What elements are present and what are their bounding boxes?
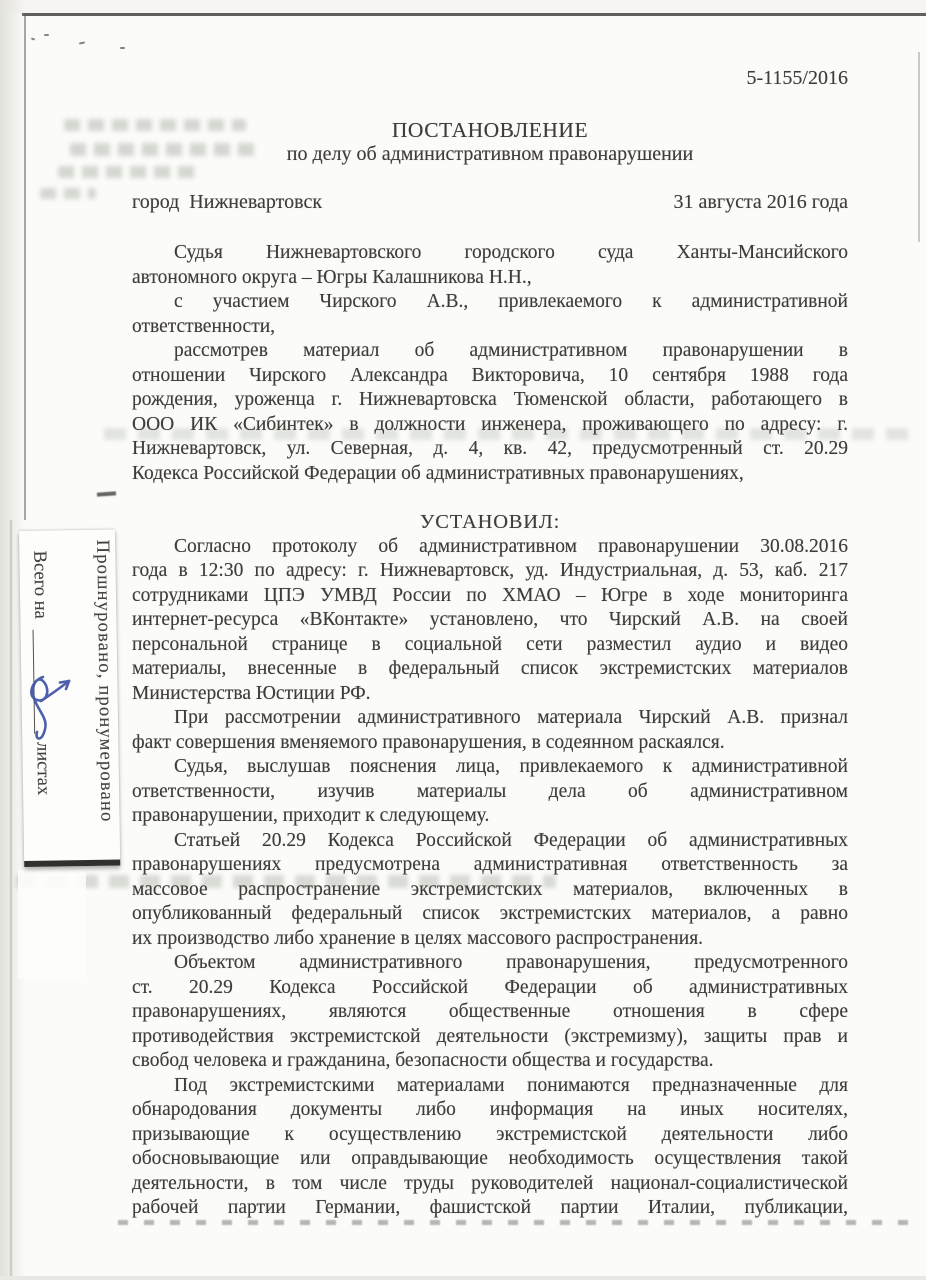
pen-mark xyxy=(44,34,49,36)
text-line: противодействия экстремистской деятельности (экстремизму), защиты прав и xyxy=(132,1025,848,1047)
place-name: город Нижневартовск xyxy=(132,190,323,213)
text-line: Кодекса Российской Федерации об административных правонарушениях, xyxy=(132,462,744,484)
page-fold-line-lower xyxy=(10,520,12,1280)
text-line: Объектом административного правонарушения, предусмотренного xyxy=(174,952,848,973)
text-line: Под экстремистскими материалами понимаются предназначенные для xyxy=(174,1074,848,1096)
text-line: рождения, уроженца г. Нижневартовска Тюменской области, работающего в xyxy=(132,389,848,410)
text-line: свобод человека и гражданина, безопасности общества и государства. xyxy=(132,1050,714,1071)
document-date: 31 августа 2016 года xyxy=(673,190,848,213)
page-right-edge xyxy=(918,52,920,242)
case-number: 5-1155/2016 xyxy=(746,67,848,89)
pen-mark xyxy=(31,37,35,40)
text-line: рассмотрев материал об административном правонарушении в xyxy=(174,340,848,361)
text-line: материалы, внесенные в федеральный список экстремистских материалов xyxy=(132,658,848,679)
text-line: Судья Нижневартовского городского суда Ханты-Мансийского xyxy=(174,242,848,263)
sheet-count-prefix: Всего на xyxy=(29,550,51,619)
scan-bottom-edge xyxy=(0,1276,926,1280)
page-fold-line-upper xyxy=(24,15,26,520)
text-line: персональной странице в социальной сети разместил аудио и видео xyxy=(132,633,848,655)
text-line: сотрудниками ЦПЭ УМВД России по ХМАО – Югре в ходе мониторинга xyxy=(132,584,848,606)
paragraph xyxy=(132,290,848,339)
paragraph xyxy=(132,339,848,486)
text-line: правонарушениях, являются общественные отношения в сфере xyxy=(132,1001,848,1022)
text-line: правонарушениях предусмотрена административная ответственность за xyxy=(132,854,848,875)
text-line: Нижневартовск, ул. Северная, д. 4, кв. 42, предусмотренный ст. 20.29 xyxy=(132,438,848,459)
place-and-date-line xyxy=(132,190,848,215)
paragraph xyxy=(132,241,848,290)
sheet-count-suffix: листах xyxy=(32,741,54,796)
text-line: призывающие к осуществлению экстремистской деятельности либо xyxy=(132,1123,848,1145)
paragraph xyxy=(132,951,848,1074)
paragraph xyxy=(132,829,848,952)
text-line: их производство либо хранение в целях массового распространения. xyxy=(132,927,704,949)
text-line: обосновывающие или оправдывающие необходимость осуществления такой xyxy=(132,1148,848,1169)
pen-mark xyxy=(79,41,85,44)
text-line: опубликованный федеральный список экстремистских материалов, а равно xyxy=(132,903,848,924)
text-line: ответственности, изучив материалы дела об административном xyxy=(132,780,848,802)
bleedthrough-text-row xyxy=(118,1220,918,1225)
text-line: отношении Чирского Александра Викторовича, 10 сентября 1988 года xyxy=(132,364,848,386)
document-text-block xyxy=(132,0,848,1221)
document-subtitle: по делу об административном правонарушении xyxy=(286,143,694,165)
text-line: Судья, выслушав пояснения лица, привлекаемого к административной xyxy=(174,756,848,777)
text-line: массовое распространение экстремистских материалов, включенных в xyxy=(132,878,848,900)
text-line: ст. 20.29 Кодекса Российской Федерации об административных xyxy=(132,976,848,998)
paragraph xyxy=(132,706,848,755)
preamble-section xyxy=(132,241,848,486)
paragraph xyxy=(132,535,848,707)
pen-mark xyxy=(120,47,125,49)
text-line: обнародования документы либо информация на иных носителях, xyxy=(132,1099,848,1120)
text-line: года в 12:30 по адресу: г. Нижневартовск, уд. Индустриальная, д. 53, каб. 217 xyxy=(132,560,848,581)
text-line: интернет-ресурса «ВКонтакте» установлено, что Чирский А.В. на своей xyxy=(132,609,848,630)
paper-patch xyxy=(18,870,86,978)
text-line: ответственности, xyxy=(132,315,276,337)
findings-section xyxy=(132,535,848,1221)
text-line: ООО ИК «Сибинтек» в должности инженера, проживающего по адресу: г. xyxy=(132,413,848,435)
scan-artifact-dash xyxy=(97,491,116,496)
ruling-heading: УСТАНОВИЛ: xyxy=(419,511,561,533)
handwritten-sheet-count xyxy=(26,668,78,748)
text-line: Согласно протоколу об административном правонарушении 30.08.2016 xyxy=(174,535,848,557)
paragraph xyxy=(132,1074,848,1221)
bleedthrough-handwriting xyxy=(40,188,96,199)
binding-label-text: Прошнуровано, пронумеровано xyxy=(92,539,117,823)
text-line: При рассмотрении административного материала Чирский А.В. признал xyxy=(174,707,848,728)
text-line: Министерства Юстиции РФ. xyxy=(132,682,371,704)
document-title: ПОСТАНОВЛЕНИЕ xyxy=(391,117,589,142)
text-line: автономного округа – Югры Калашникова Н.Н., xyxy=(132,266,532,288)
text-line: Статьей 20.29 Кодекса Российской Федерации об административных xyxy=(174,829,848,851)
text-line: рабочей партии Германии, фашистской партии Италии, публикации, xyxy=(132,1197,848,1218)
text-line: факт совершения вменяемого правонарушения, в содеянном раскаялся. xyxy=(132,731,725,753)
text-line: с участием Чирского А.В., привлекаемого к административной xyxy=(174,291,848,312)
text-line: правонарушении, приходит к следующему. xyxy=(132,805,490,826)
text-line: деятельности, в том числе труды руководителей национал-социалистической xyxy=(132,1172,848,1194)
paragraph xyxy=(132,755,848,829)
